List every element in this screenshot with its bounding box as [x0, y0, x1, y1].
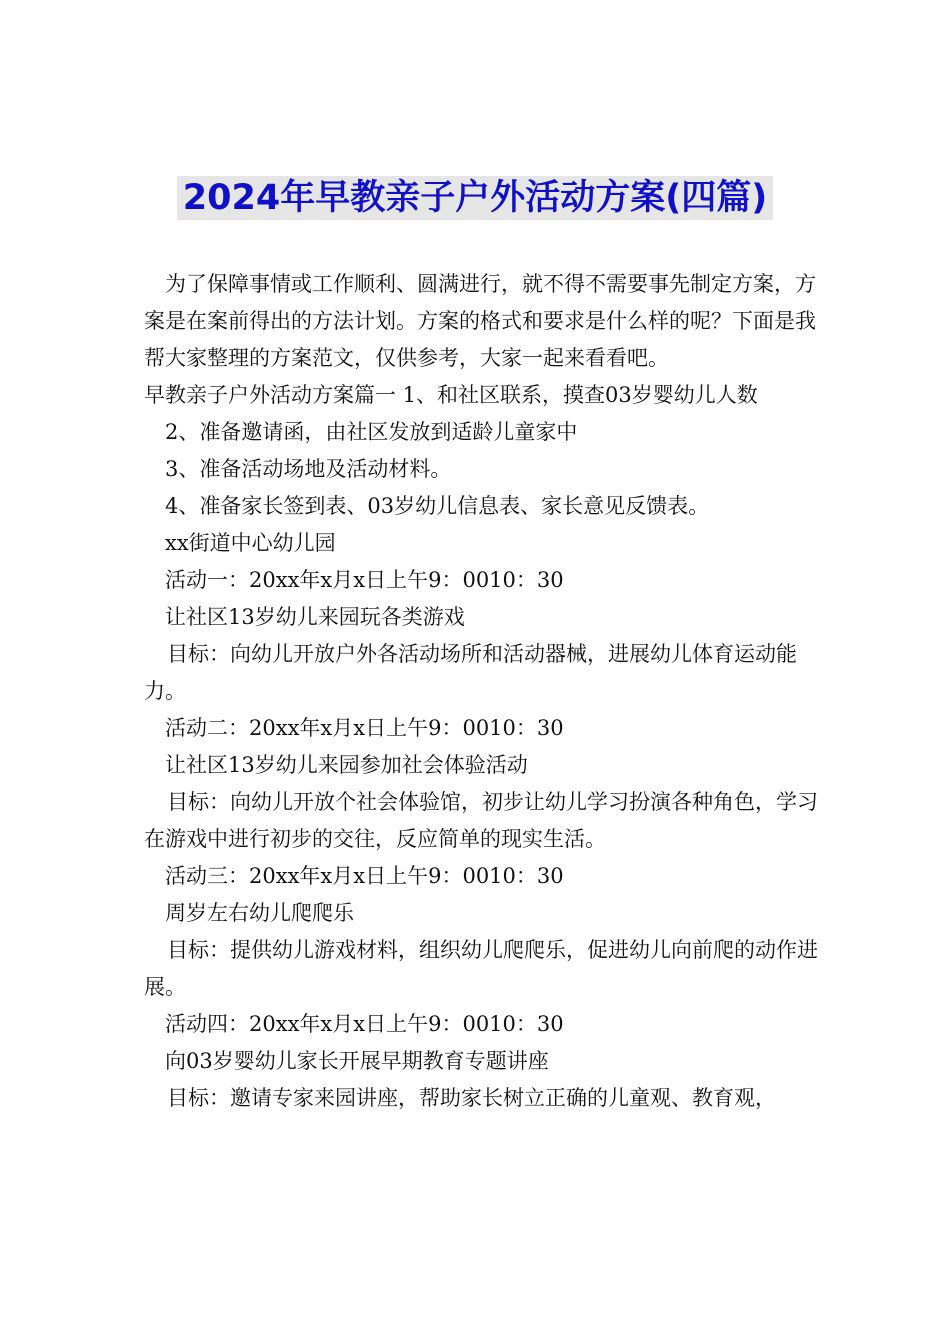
list-item-4: 4、准备家长签到表、03岁幼儿信息表、家长意见反馈表。 — [165, 494, 710, 518]
activity-2-goal: 目标：向幼儿开放个社会体验馆，初步让幼儿学习扮演各种角色，学习在游戏中进行初步的交往，反应简单的现实生活。 — [144, 790, 818, 851]
activity-4-time: 活动四：20xx年x月x日上午9：0010：30 — [165, 1012, 564, 1036]
activity-4-desc: 向03岁婴幼儿家长开展早期教育专题讲座 — [165, 1049, 549, 1073]
list-item-2: 2、准备邀请函，由社区发放到适龄儿童家中 — [165, 420, 578, 444]
activity-2-time: 活动二：20xx年x月x日上午9：0010：30 — [165, 716, 564, 740]
activity-1-time: 活动一：20xx年x月x日上午9：0010：30 — [165, 568, 564, 592]
activity-1-goal: 目标：向幼儿开放户外各活动场所和活动器械，进展幼儿体育运动能力。 — [144, 642, 797, 703]
activity-1-desc: 让社区13岁幼儿来园玩各类游戏 — [165, 605, 465, 629]
title-container — [0, 176, 950, 220]
activity-3-desc: 周岁左右幼儿爬爬乐 — [165, 901, 354, 925]
activity-3-time: 活动三：20xx年x月x日上午9：0010：30 — [165, 864, 564, 888]
list-item-3: 3、准备活动场地及活动材料。 — [165, 457, 452, 481]
activity-3-goal: 目标：提供幼儿游戏材料，组织幼儿爬爬乐，促进幼儿向前爬的动作进展。 — [144, 938, 818, 999]
activity-4-goal: 目标：邀请专家来园讲座，帮助家长树立正确的儿童观、教育观， — [167, 1086, 776, 1110]
document-title: 2024年早教亲子户外活动方案(四篇) — [177, 176, 773, 220]
organizer-line: xx街道中心幼儿园 — [165, 531, 336, 555]
activity-2-desc: 让社区13岁幼儿来园参加社会体验活动 — [165, 753, 528, 777]
intro-paragraph: 为了保障事情或工作顺利、圆满进行，就不得不需要事先制定方案，方案是在案前得出的方法计划。方案的格式和要求是什么样的呢？下面是我帮大家整理的方案范文，仅供参考，大家一起来看看吧。 — [144, 272, 816, 370]
section-heading-paragraph: 早教亲子户外活动方案篇一 1、和社区联系，摸查03岁婴幼儿人数 — [144, 383, 758, 407]
document-body — [144, 266, 824, 1117]
